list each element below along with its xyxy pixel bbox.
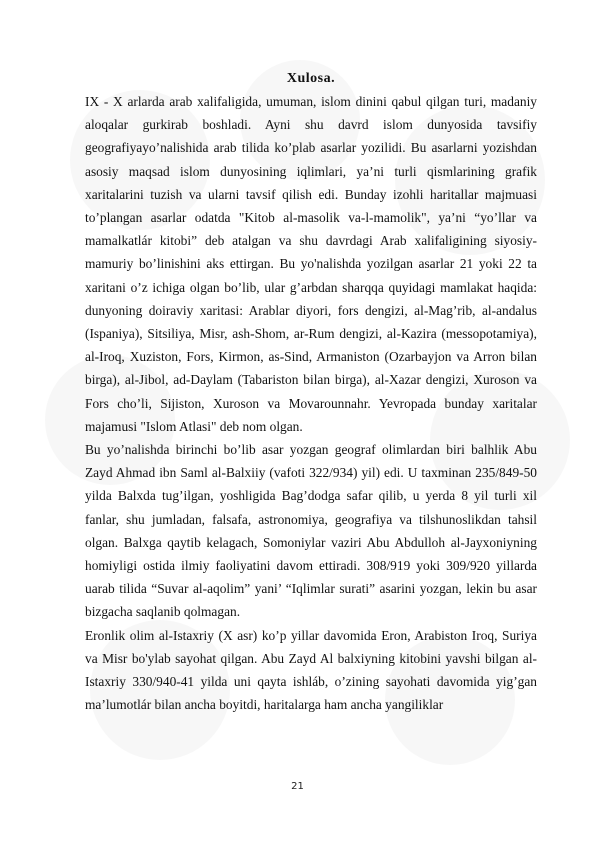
paragraph-intro: IX - X arlarda arab xalifaligida, umuman, islom dinini qabul qilgan turi, madaniy aloqalar gurkirab boshladi. Ayni shu davrd islom dunyosida tavsifiy geografiyayo’nalishida arab tilida ko’plab asarlar yozilidi. Bu asarlarni yozishdan asosiy maqsad islom dunyosining iqlimlari, ya’ni turli qismlarining grafik xaritalarini tuzish va ularni tavsif qilish edi. Bunday izohli haritallar majmuasi to’plangan asarlar odatda "Kitob al-masolik va-l-mamolik", ya’ni “yo’llar va mamalkatlár kitobi” deb atalgan va shu davrdagi Arab xalifaligining siyosiy-mamuriy bo’linishini aks ettirgan. Bu yo'nalishda yozilgan asarlar 21 yoki 22 ta xaritani o’z ichiga olgan bo’lib, ular g’arbdan sharqqa quyidagi mamlakat haqida: dunyoning doiraviy xaritasi: Arablar diyori, fors dengizi, al-Mag’rib, al-andalus (Ispaniya), Sitsiliya, Misr, ash-Shom, ar-Rum dengizi, al-Kazira (messopotamiya), al-Iroq, Xuziston, Fors, Kirmon, as-Sind, Armaniston (Ozarbayjon va Arron bilan birga), al-Jibol, ad-Daylam (Tabariston bilan birga), al-Xazar dengizi, Xuroson va Fors cho’li, Sijiston, Xuroson va Movarounnahr. Yevropada bunday xaritalar majamusi "Islom Atlasi" deb nom olgan.: [85, 94, 537, 434]
paragraph-balxiy: Bu yo’nalishda birinchi bo’lib asar yozgan geograf olimlardan biri balhlik Abu Zayd Ahmad ibn Saml al-Balxiiy (vafoti 322/934) yil) edi. U taxminan 235/849-50 yilda Balxda tug’ilgan, yoshligida Bag’dodga safar qilib, u yerda 8 yil turli xil fanlar, shu jumladan, falsafa, astronomiya, geografiya va tilshunoslikdan tahsil olgan. Balxga qaytib kelagach, Somoniylar vaziri Abu Abdulloh al-Jayxoniyning homiyligi ostida ilmiy faoliyatini davom ettiradi. 308/919 yoki 309/920 yillarda uarab tilida “Suvar al-aqolim” yani’ “Iqlimlar surati” asarini yozgan, lekin bu asar bizgacha saqlanib qolmagan.: [85, 442, 537, 620]
paragraph-istaxriy: Eronlik olim al-Istaxriy (X asr) ko’p yillar davomida Eron, Arabiston Iroq, Suriya va Misr bo'ylab sayohat qilgan. Abu Zayd Al balxiyning kitobini yavshi bilgan al-Istaxriy 330/940-41 yilda uni qayta ishláb, o’zining sayohati davomida yig’gan ma’lumotlár bilan ancha boyitdi, haritalarga ham ancha yangiliklar: [85, 627, 537, 713]
document-title: Xulosa.: [286, 71, 336, 86]
document-page: [85, 68, 537, 716]
page-number: 21: [291, 781, 304, 792]
